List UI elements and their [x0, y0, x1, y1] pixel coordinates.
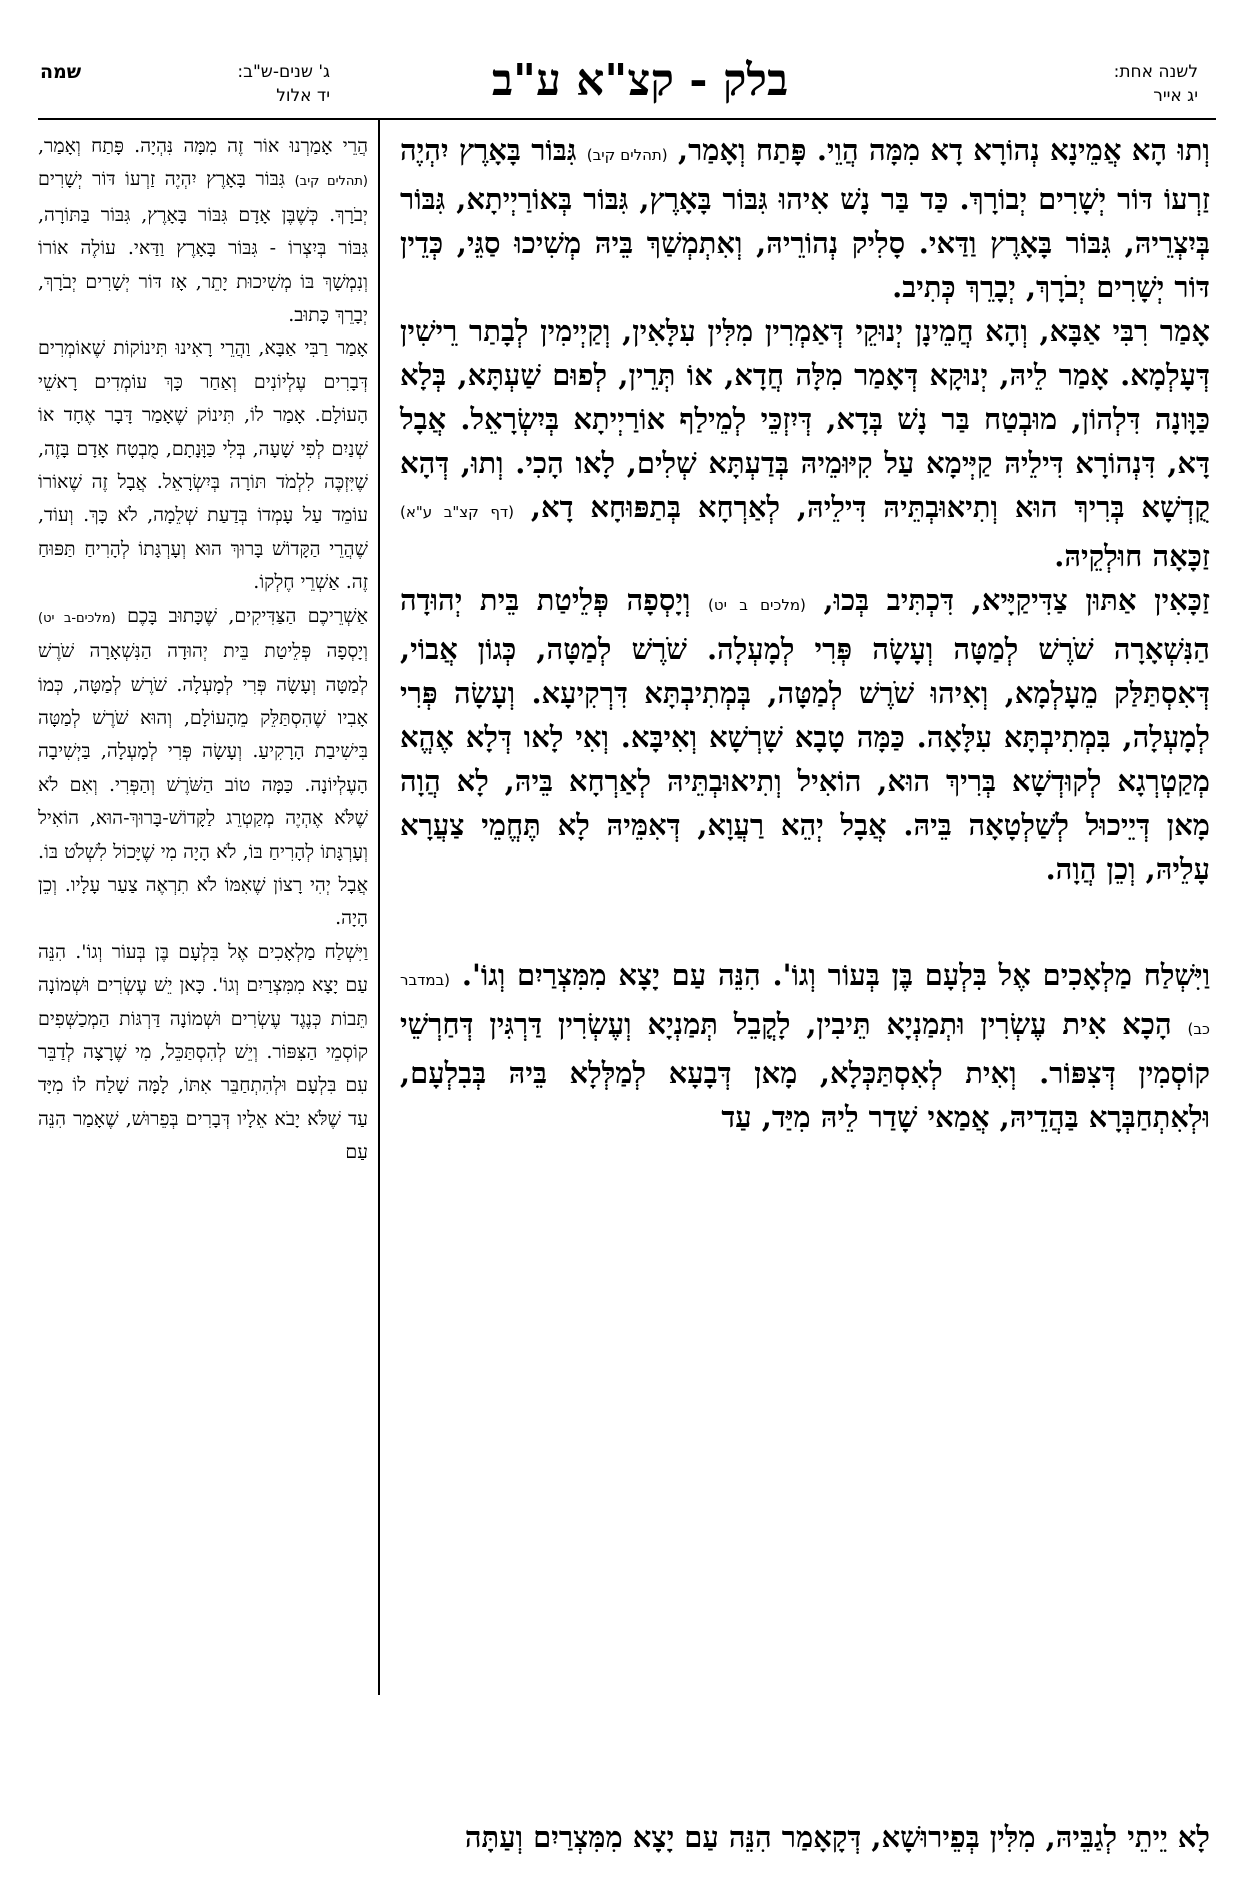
paragraph-gap [400, 891, 1210, 953]
page-title: בלק - קצ"א ע"ב [491, 55, 789, 106]
main-text: זַכָּאָה חוּלְקֵיהּ. [1054, 539, 1210, 573]
verse-reference: (תהלים קיב) [586, 146, 668, 164]
side-text: הֲרֵי אָמַרְנוּ אוֹר זֶה מִמָּה נִּהְיָה. פָּתַח וְאָמַר, [38, 135, 368, 157]
main-text: לָא יֵיתֵי לְגַבֵּיהּ, מִלִּין בְּפֵירוּשָׁא, דְּקָאָמַר הִנֵּה עַם יָצָא מִמִּצְרַיִם וְעַתָּה [464, 1820, 1210, 1854]
main-text: גִּבּוֹר בָּאָרֶץ יִהְיֶה זַרְעוֹ דּוֹר יְשָׁרִים יְבוֹרָךְ. כַּד בַּר נָשׁ אִיהוּ גִּבּוֹר בָּאָרֶץ, גִּבּוֹר בְּאוֹרַיְיתָא, גִּבּוֹר בְּיִצְרֵיהּ, גִּבּוֹר בָּאָרֶץ וַדַּאי. סָלִיק נְהוֹרֵיהּ, וְאִתְמְשַׁךְ בֵּיהּ מְשִׁיכוּ סַגֵּי, כְּדֵין דּוֹר יְשָׁרִים יְבֹרָךְ, יְבָרֵךְ כְּתִיב. [400, 133, 1210, 304]
verse-reference: (במדבר כב) [400, 971, 1210, 1038]
main-text: הָכָא אִית עֶשְׂרִין וּתְמַנְיָא תֵּיבִין, לָקֳבֵל תְּמַנְיָא וְעֶשְׂרִין דַּרְגִּין דְּחַרְשֵׁי קוֹסְמִין דְּצִפּוֹר. וְאִית לְאִסְתַּכְּלָא, מָאן דְּבָעָא לְמַלְּלָא בֵּיהּ בְּבִלְעָם, וּלְאִתְחַבְּרָא בַּהֲדֵיהּ, אֲמַאי שָׁדַר לֵיהּ מִיַּד, עַד [400, 1007, 1210, 1134]
page-header [0, 0, 1253, 120]
daily-schedule-one-year [1018, 60, 1198, 108]
schedule-label-3y: ג' שנים-ש"ב: [237, 62, 330, 82]
hebrew-translation-column [38, 130, 368, 1170]
main-paragraph [400, 128, 1210, 309]
main-aramaic-text [400, 128, 1210, 1139]
verse-reference: (תהלים קיב) [294, 174, 368, 190]
side-paragraph [38, 600, 368, 936]
verse-reference: (מלכים ב יט) [708, 596, 806, 614]
page-reference: (דף קצ"ב ע"א) [400, 503, 514, 521]
verse-reference: (מלכים-ב יט) [38, 610, 116, 626]
main-paragraph [400, 953, 1210, 1139]
schedule-date: יג אייר [1153, 86, 1198, 106]
schedule-label: לשנה אחת: [1113, 62, 1198, 82]
main-paragraph [400, 578, 1210, 891]
side-text: אַשְׁרֵיכֶם הַצַּדִּיקִים, שֶׁכָּתוּב בָּכֶם [127, 604, 369, 627]
side-paragraph [38, 332, 368, 599]
main-text: וְיָסְפָה פְּלֵיטַת בֵּית יְהוּדָה הַנִּשְׁאָרָה שֹׁרֶשׁ לְמַטָּה וְעָשָׂה פְּרִי לְמָעְלָה. שֹׁרֶשׁ לְמַטָּה, כְּגוֹן אֲבוֹי, דְּאִסְתַּלַּק מֵעָלְמָא, וְאִיהוּ שֹׁרֶשׁ לְמַטָּה, בְּמְתִיבְתָּא דִּרְקִיעָא. וְעָשָׂה פְּרִי לְמָעְלָה, בִּמְתִיבְתָּא עִלָּאָה. כַּמָּה טָבָא שָׁרְשָׁא וְאִיבָּא. וְאִי לָאו דְּלָא אֶהֱא מְקַטְרְגָא לְקוּדְשָׁא בְּרִיךְ הוּא, הוֹאִיל וְתִיאוּבְתֵּיהּ לְאַרְחָא בֵּיהּ, לָא הֲוָה מָאן דְּיֵיכוּל לְשַׁלְטָאָה בֵּיהּ. אֲבָל יְהֵא רַעֲוָא, דְּאִמֵּיהּ לָא תֶּחֱמֵי צַעֲרָא עָלֵיהּ, וְכֵן הֲוָה. [400, 583, 1210, 886]
bottom-full-width-line [38, 1815, 1210, 1859]
portion-name: שמה [40, 61, 82, 83]
main-text: וַיִּשְׁלַח מַלְאָכִים אֶל בִּלְעָם בֶּן בְּעוֹר וְגוֹ'. הִנֵּה עַם יָצָא מִמִּצְרַיִם וְגוֹ'. [461, 958, 1210, 992]
side-text: אָמַר רַבִּי אַבָּא, וַהֲרֵי רָאִינוּ תִּינוֹקוֹת שֶׁאוֹמְרִים דְּבָרִים עֶלְיוֹנִים וְאַחַר כָּךְ עוֹמְדִים רָאשֵׁי הָעוֹלָם. אָמַר לוֹ, תִּינוֹק שֶׁאָמַר דָּבָר אֶחָד אוֹ שְׁנַיִם לְפִי שָׁעָה, בְּלִי כַּוָּנָתָם, מֻבְטָח אָדָם בָּזֶה, שֶׁיִּזְכֶּה לִלְמֹד תּוֹרָה בְּיִשְׂרָאֵל. אֲבָל זֶה שֶׁאוֹרוֹ עוֹמֵד עַל עָמְדוֹ בְּדַעַת שְׁלֵמָה, לֹא כָּךְ. וְעוֹד, שֶׁהֲרֵי הַקָּדוֹשׁ בָּרוּךְ הוּא וְעָרְגָּתוֹ לְהָרִיחַ תַּפּוּחַ זֶה. אַשְׁרֵי חֶלְקוֹ. [38, 337, 368, 594]
side-paragraph [38, 130, 368, 332]
column-divider [378, 120, 380, 1695]
side-text: וַיִּשְׁלַח מַלְאָכִים אֶל בִּלְעָם בֶּן בְּעוֹר וְגוֹ'. הִנֵּה עַם יָצָא מִמִּצְרַיִם וְגוֹ'. כָּאן יֵשׁ עֶשְׂרִים וּשְׁמוֹנָה תֵּבוֹת כְּנֶגֶד עֶשְׂרִים וּשְׁמוֹנָה דַּרְגּוֹת הַמְכַשְּׁפִים קוֹסְמֵי הַצִּפּוֹר. וְיֵשׁ לְהִסְתַּכֵּל, מִי שֶׁרָצָה לְדַבֵּר עִם בִּלְעָם וּלְהִתְחַבֵּר אִתּוֹ, לָמָּה שָׁלַח לוֹ מִיָּד עַד שֶׁלֹּא יָבֹא אֵלָיו דְּבָרִים בְּפֵרוּשׁ, שֶׁאָמַר הִנֵּה עַם [38, 940, 368, 1164]
side-text: גִּבּוֹר בָּאָרֶץ יִהְיֶה זַרְעוֹ דּוֹר יְשָׁרִים יְבֹרָךְ. כְּשֶׁבֶּן אָדָם גִּבּוֹר בָּאָרֶץ, גִּבּוֹר בַּתּוֹרָה, גִּבּוֹר בְּיִצְרוֹ - גִּבּוֹר בָּאָרֶץ וַדַּאי. עוֹלֶה אוֹרוֹ וְנִמְשָׁךְ בּוֹ מְשִׁיכוּת יָתֵר, אָז דּוֹר יְשָׁרִים יְבֹרָךְ, יְבָרֵךְ כָּתוּב. [38, 168, 368, 327]
schedule-date-3y: יד אלול [276, 86, 330, 106]
header-divider [38, 118, 1216, 120]
main-paragraph [400, 309, 1210, 578]
daily-schedule-three-years [40, 60, 330, 108]
main-text: אָמַר רִבִּי אַבָּא, וְהָא חֲמֵינָן יְנוּקֵי דְּאַמְרִין מִלִּין עִלָּאִין, וְקַיְימִין לְבָתַר רֵישִׁין דְּעָלְמָא. אָמַר לֵיהּ, יְנוּקָא דְּאָמַר מִלָּה חֲדָא, אוֹ תְּרֵין, לְפוּם שַׁעְתָּא, בְּלָא כַּוָּונָה דִּלְהוֹן, מוּבְטַח בַּר נָשׁ בְּדָא, דְּיִזְכֵּי לְמֵילַף אוֹרַיְיתָא בְּיִשְׂרָאֵל. אֲבָל דָּא, דִּנְהוֹרָא דִּילֵיהּ קַיְּימָא עַל קִיּוּמֵיהּ בְּדַעְתָּא שְׁלִים, לָאו הָכִי. וְתוּ, דְּהָא קֻדְשָׁא בְּרִיךְ הוּא וְתִיאוּבְתֵּיהּ דִּילֵיהּ, לְאַרְחָא בְּתַפּוּחָא דָא, [400, 314, 1210, 524]
side-paragraph [38, 936, 368, 1170]
main-text: וְתוּ הָא אֲמֵינָא נְהוֹרָא דָא מִמָּה הֲוֵי. פָּתַח וְאָמַר, [677, 133, 1210, 167]
main-text: זַכָּאִין אַתּוּן צַדִּיקַיָּיא, דִּכְתִּיב בְּכוּ, [823, 583, 1210, 617]
side-text: וְיָסְפָה פְּלֵיטַת בֵּית יְהוּדָה הַנִּשְׁאָרָה שֹׁרֶשׁ לְמַטָּה וְעָשָׂה פְּרִי לְמָעְלָה. שֹׁרֶשׁ לְמַטָּה, כְּמוֹ אָבִיו שֶׁהִסְתַּלֵּק מֵהָעוֹלָם, וְהוּא שֹׁרֶשׁ לְמַטָּה בִּישִׁיבַת הָרָקִיעַ. וְעָשָׂה פְּרִי לְמָעְלָה, בַּיְשִׁיבָה הָעֶלְיוֹנָה. כַּמָּה טוֹב הַשֹּׁרֶשׁ וְהַפְּרִי. וְאִם לֹא שֶׁלֹּא אֶהְיֶה מְקַטְרֵג לַקָּדוֹשׁ-בָּרוּךְ-הוּא, הוֹאִיל וְעָרְגָּתוֹ לְהָרִיחַ בּוֹ, לֹא הָיָה מִי שֶׁיָּכוֹל לִשְׁלֹט בּוֹ. אֲבָל יְהִי רָצוֹן שֶׁאִמּוֹ לֹא תִרְאֶה צַעַר עָלָיו. וְכֵן הָיָה. [38, 640, 368, 930]
